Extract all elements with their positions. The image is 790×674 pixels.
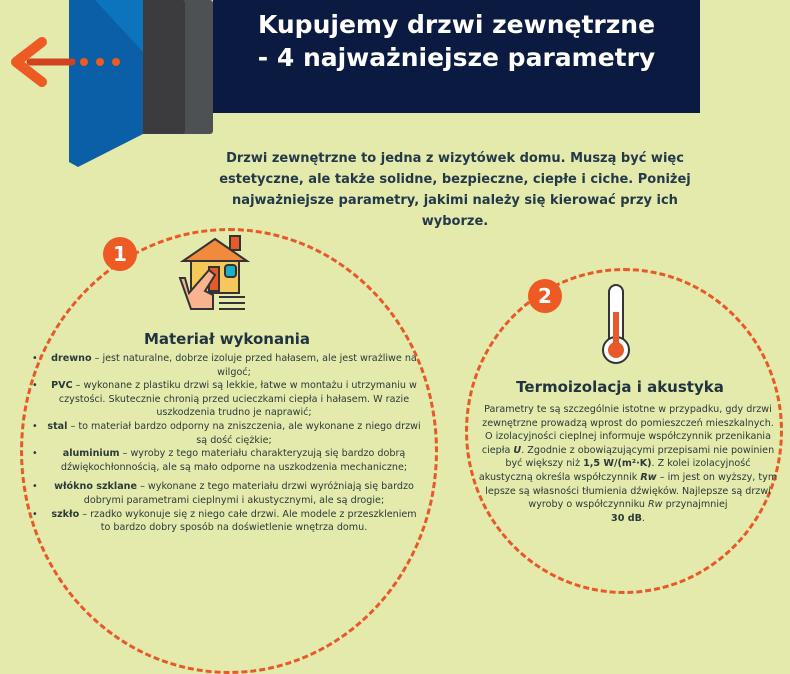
intro-text: Drzwi zewnętrzne to jedna z wizytówek domu. Muszą być więc estetyczne, ale także solidne, bezpieczne, ciepłe i ciche. Poniżej najważniejsze parametry, jakimi należy się kierować przy ich wyborze. (219, 151, 691, 229)
list-item (32, 447, 422, 474)
item-term: szkło (51, 508, 80, 520)
text: Parametry te są szczególnie istotne w przypadku, gdy drzwi zewnętrzne prowadzą wprost do pomieszczeń mieszkalnych. O izolacyjności cieplnej informuje współczynnik przenikania ciepła (481, 404, 774, 456)
item-term: PVC (51, 380, 73, 392)
list-item (32, 508, 422, 535)
u-value: 1,5 W/(m²·K) (583, 458, 652, 470)
text: . (641, 512, 645, 524)
rw-value: 30 dB (611, 512, 642, 524)
item-text: – rzadko wykonuje się z niego całe drzwi. Ale modele z przeszkleniem to bardzo dobry sposób na doświetlenie wnętrza domu. (79, 508, 417, 534)
thermo-text (478, 403, 778, 525)
rw-symbol: Rw (640, 471, 657, 483)
item-text: – jest naturalne, dobrze izoluje przed hałasem, ale jest wrażliwe na wilgoć; (91, 353, 417, 378)
house-hand-icon (175, 233, 255, 313)
text: przynajmniej (662, 499, 728, 511)
item-term: stal (47, 420, 68, 432)
materials-list (32, 352, 422, 535)
text: – im jest on wyższy, tym lepsze są własności tłumienia dźwięków. Najlepsze są drzwi wyroby o współczynniku (485, 471, 778, 511)
u-symbol: U (513, 444, 522, 456)
list-item (32, 480, 422, 507)
list-item (32, 352, 422, 379)
section-2-title: Termoizolacja i akustyka (516, 378, 724, 396)
item-text: – to materiał bardzo odporny na zniszczenia, ale wykonane z niego drzwi są dość ciężkie; (67, 420, 421, 446)
item-term: włókno szklane (54, 481, 138, 493)
item-text: – wyroby z tego materiału charakteryzują się bardzo dobrą dźwiękochłonnością, ale są mało odporne na uszkodzenia mechaniczne; (60, 448, 408, 473)
text: . Z kolei izolacyjność akustyczną określa współczynnik (478, 458, 751, 483)
door-frame-inner (140, 0, 185, 134)
item-text: – wykonane z tego materiału drzwi wyróżniają się bardzo dobrymi parametrami cieplnymi i akustycznymi, ale są drogie; (83, 481, 414, 506)
door-illustration (0, 0, 215, 170)
section-2-badge: 2 (528, 279, 562, 313)
section-1-badge: 1 (103, 237, 137, 271)
rw-symbol: Rw (648, 499, 663, 511)
item-term: aluminium (62, 448, 120, 460)
list-item (32, 420, 422, 447)
item-term: drewno (51, 353, 92, 364)
section-1-title: Materiał wykonania (143, 330, 311, 348)
list-item (32, 379, 422, 420)
item-text: – wykonane z plastiku drzwi są lekkie, łatwe w montażu i utrzymaniu w czystości. Skutecznie chronią przed ucieczkami ciepła i hałasem. W razie uszkodzenia trudno je naprawić; (58, 380, 417, 419)
page-title: Kupujemy drzwi zewnętrzne - 4 najważniejsze parametry (257, 10, 656, 72)
thermometer-icon (598, 282, 634, 368)
text: . Zgodnie z obowiązującymi przepisami nie powinien być większy niż (505, 444, 775, 470)
